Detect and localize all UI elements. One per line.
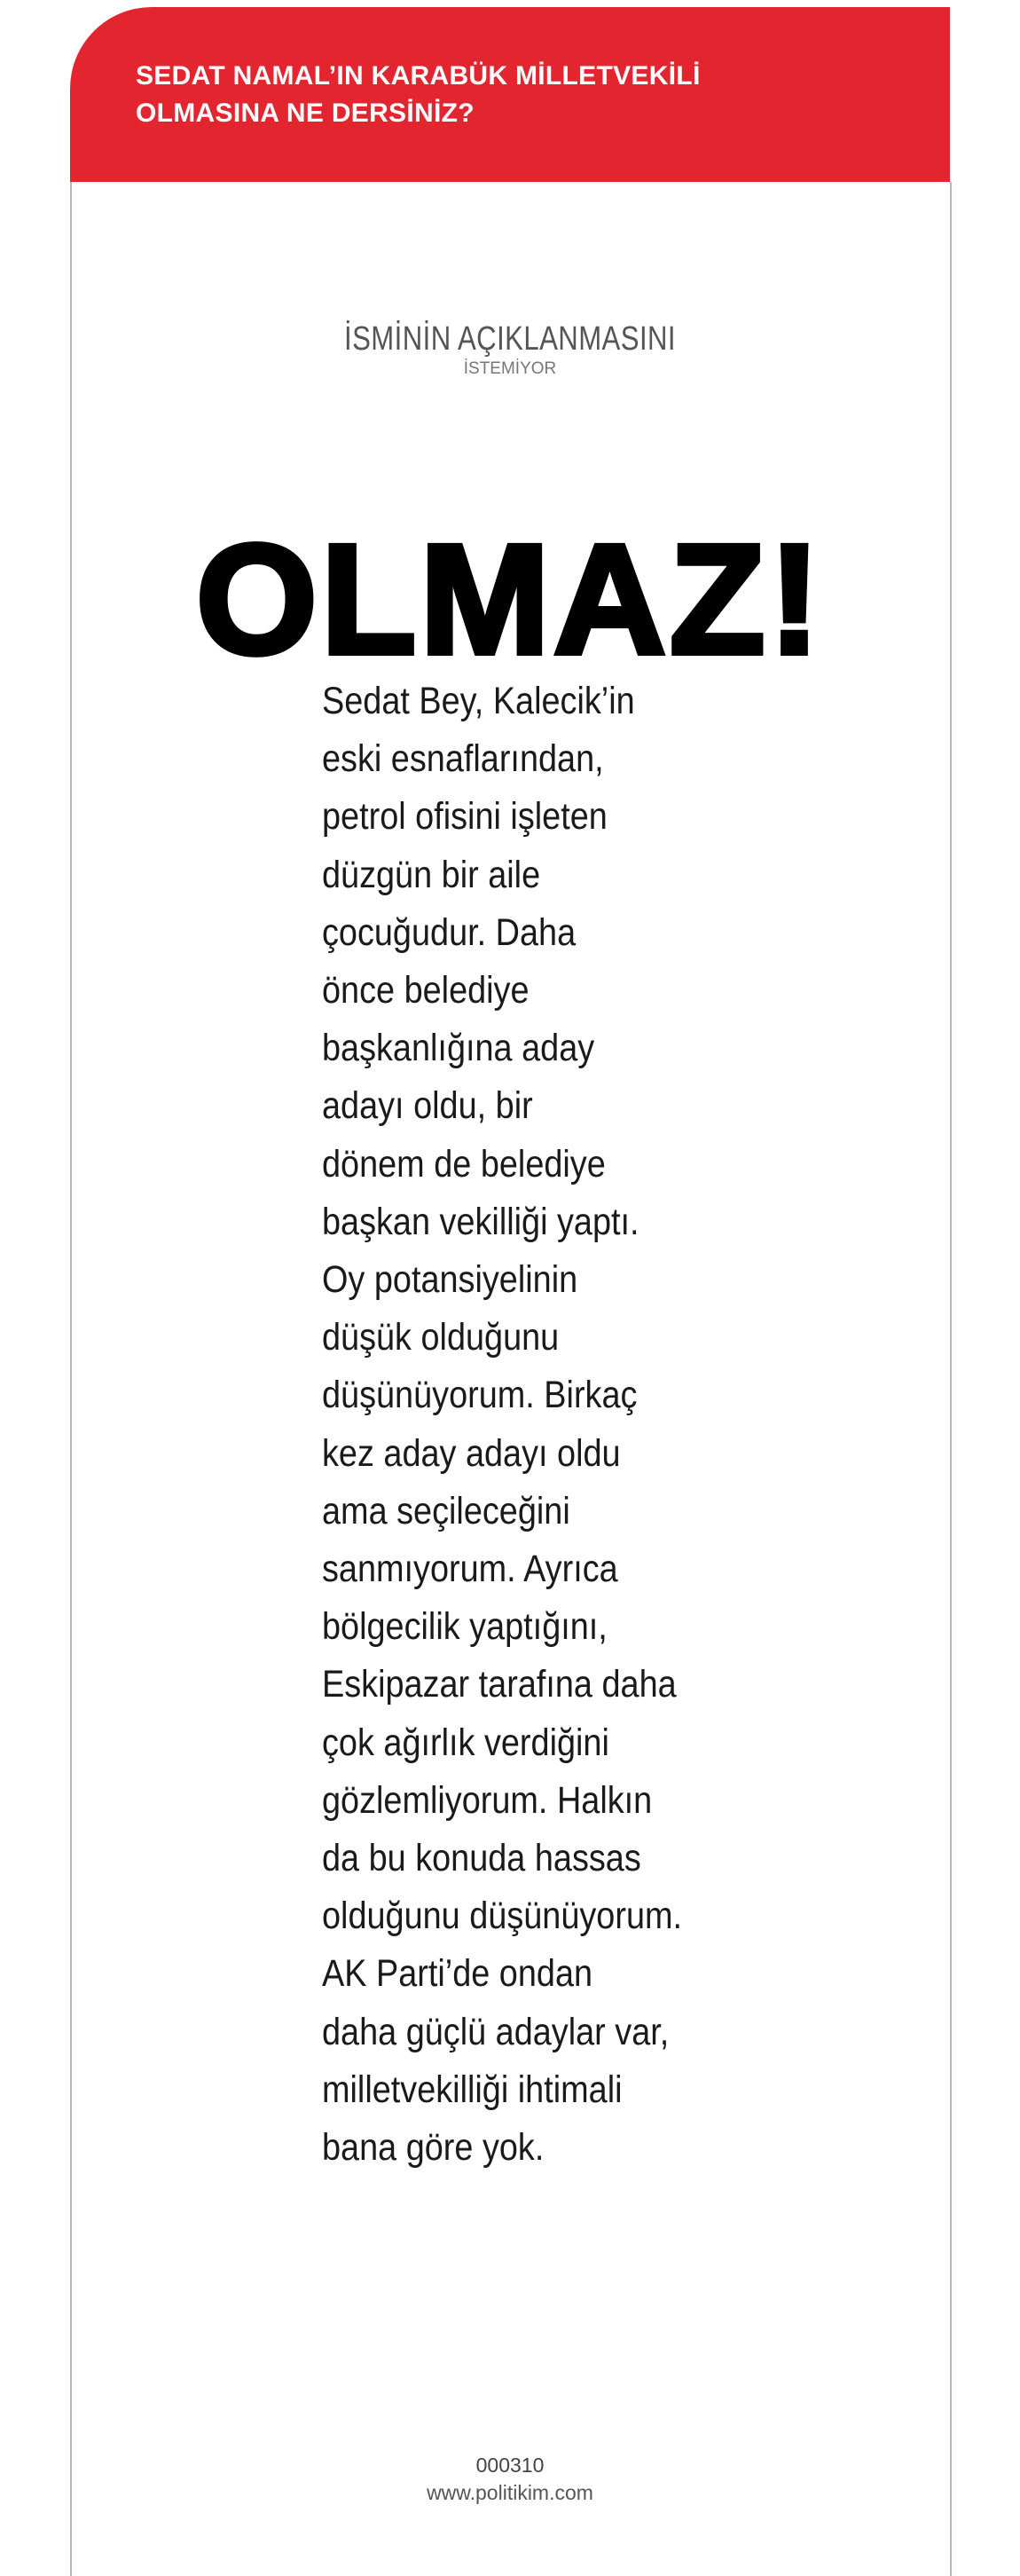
- answer-headline: OLMAZ!: [195, 513, 825, 687]
- quote-line: bana göre yok.: [322, 2126, 545, 2170]
- quote-body: [322, 673, 712, 2177]
- respondent-source: [0, 319, 1020, 380]
- quote-line: Sedat Bey, Kalecik’in: [322, 680, 635, 722]
- source-line-2: İSTEMİYOR: [463, 359, 557, 378]
- quote-line: başkanlığına aday: [322, 1027, 595, 1070]
- quote-line: Eskipazar tarafına daha: [322, 1663, 677, 1706]
- footer-site-link[interactable]: www.politikim.com: [427, 2481, 593, 2504]
- source-line-1: İSMİNİN AÇIKLANMASINI: [344, 320, 676, 358]
- quote-line: olduğunu düşünüyorum.: [322, 1895, 683, 1938]
- quote-line: petrol ofisini işleten: [322, 795, 608, 839]
- question-title-line-1: SEDAT NAMAL’IN KARABÜK MİLLETVEKİLİ: [136, 61, 701, 91]
- question-title: [136, 58, 845, 132]
- quote-line: ama seçileceğini: [322, 1489, 570, 1532]
- quote-line: AK Parti’de ondan: [322, 1952, 593, 1996]
- question-title-line-2: OLMASINA NE DERSİNİZ?: [136, 98, 475, 128]
- quote-line: bölgecilik yaptığını,: [322, 1605, 608, 1649]
- quote-line: başkan vekilliği yaptı.: [322, 1200, 639, 1243]
- quote-line: dönem de belediye: [322, 1142, 606, 1186]
- quote-line: milletvekilliği ihtimali: [322, 2068, 623, 2111]
- quote-line: Oy potansiyelinin: [322, 1258, 578, 1302]
- quote-line: çok ağırlık verdiğini: [322, 1721, 609, 1764]
- quote-line: düşünüyorum. Birkaç: [322, 1374, 638, 1417]
- quote-line: eski esnaflarından,: [322, 737, 604, 781]
- quote-line: da bu konuda hassas: [322, 1837, 641, 1880]
- quote-line: gözlemliyorum. Halkın: [322, 1778, 653, 1822]
- quote-line: daha güçlü adaylar var,: [322, 2010, 670, 2053]
- quote-line: düzgün bir aile: [322, 853, 541, 896]
- question-header: [70, 7, 950, 182]
- quote-line: kez aday adayı oldu: [322, 1431, 621, 1475]
- footer: [0, 2452, 1020, 2507]
- footer-code: 000310: [475, 2454, 545, 2477]
- quote-line: çocuğudur. Daha: [322, 910, 577, 954]
- quote-line: sanmıyorum. Ayrıca: [322, 1548, 618, 1591]
- quote-line: adayı oldu, bir: [322, 1084, 533, 1128]
- quote-line: düşük olduğunu: [322, 1316, 560, 1359]
- quote-line: önce belediye: [322, 969, 530, 1012]
